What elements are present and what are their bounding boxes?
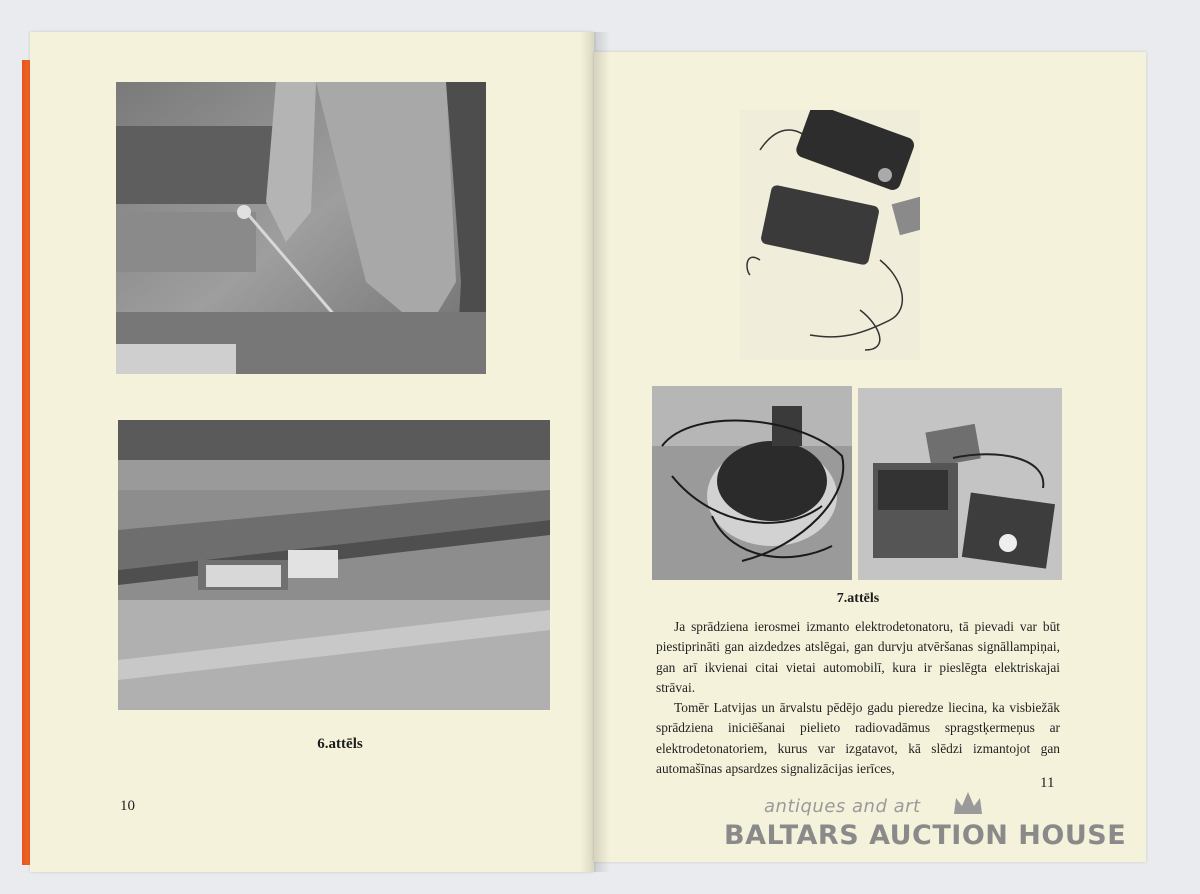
watermark-tagline: antiques and art [764,796,921,817]
crown-icon [952,790,984,816]
car-underside-photo [118,420,550,710]
bomb-device-photo [652,386,852,580]
book-gutter [580,32,610,872]
page-number-right: 11 [1040,775,1055,791]
figure-caption-7: 7.attēls [836,591,880,606]
paragraph: Tomēr Latvijas un ārvalstu pēdējo gadu pieredze liecina, ka visbiežāk sprādziena iniciēšanai pielieto radiovadāmus spragstķermeņus ar elektrodetonatoriem, kurus var izgatavot, kā slēdzi izmantojot gan automašīnas apsardzes signalizācijas ierīces, [656,700,1060,777]
detonator-devices-photo [740,110,920,360]
radio-circuit-photo [858,388,1062,580]
page-number-left: 10 [120,798,135,814]
car-door-photo [116,82,486,374]
auction-house-watermark [724,790,1127,870]
body-text [656,617,1060,779]
figure-caption-6: 6.attēls [317,736,363,752]
watermark-name: BALTARS AUCTION HOUSE [724,820,1127,851]
paragraph: Ja sprādziena ierosmei izmanto elektrodetonatoru, tā pievadi var būt piestiprināti gan aizdedzes atslēgai, gan durvju atvēršanas signāllampiņai, gan arī ikvienai citai vietai automobilī, kura ir pieslēgta elektriskajai strāvai. [656,619,1060,695]
